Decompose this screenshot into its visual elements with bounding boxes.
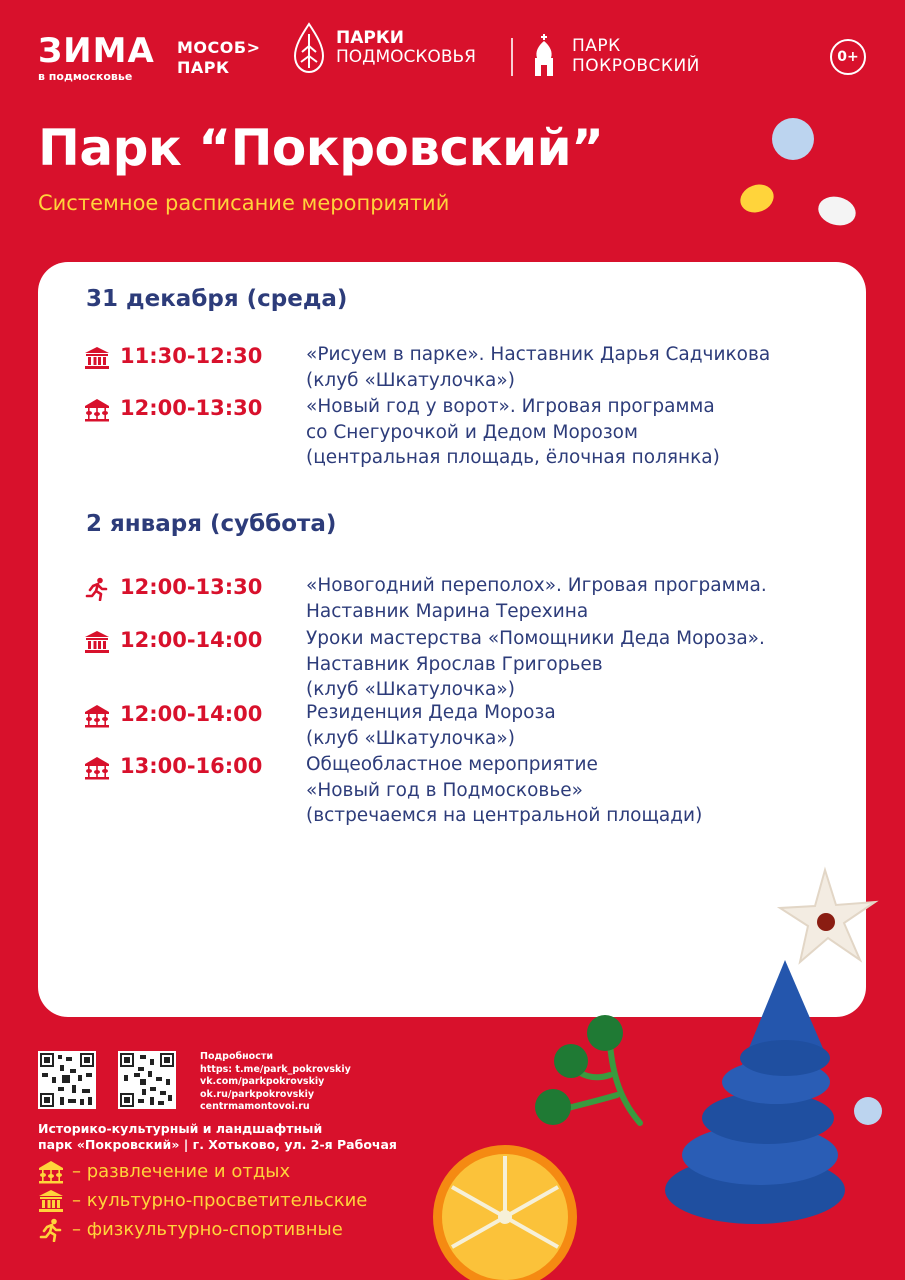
event-time: 12:00-14:00 (120, 702, 263, 726)
legend-label: – физкультурно-спортивные (72, 1219, 343, 1240)
legend-item-entertainment (38, 1160, 290, 1184)
page-subtitle: Системное расписание мероприятий (38, 191, 450, 215)
christmas-tree-decoration (660, 860, 905, 1280)
event-time: 11:30-12:30 (120, 344, 263, 368)
page-title: Парк “Покровский” (38, 119, 604, 177)
mosobpark-logo (177, 38, 260, 78)
zima-logo-subtext: в подмосковье (38, 70, 133, 83)
day-heading: 2 января (суббота) (86, 511, 337, 537)
event-time: 13:00-16:00 (120, 754, 263, 778)
links-title: Подробности (200, 1051, 273, 1062)
mosobpark-line2: ПАРК (177, 58, 230, 77)
parki-podmoskovya-logo (292, 22, 476, 74)
church-emblem-icon (528, 32, 560, 80)
event-description: Общеобластное мероприятие «Новый год в Подмосковье» (встречаемся на центральной площади) (306, 754, 703, 826)
parki-line1: ПАРКИ (336, 28, 404, 48)
carousel-icon (84, 756, 110, 780)
event-time: 12:00-14:00 (120, 628, 263, 652)
parki-line2: ПОДМОСКОВЬЯ (336, 47, 476, 67)
runner-icon (84, 577, 110, 601)
link-ok[interactable]: ok.ru/parkpokrovskiy (200, 1088, 315, 1100)
zima-logo (38, 31, 155, 83)
orange-slice-decoration (430, 1142, 580, 1280)
leaf-emblem-icon (292, 22, 326, 74)
event-description: «Новый год у ворот». Игровая программа со Снегурочкой и Дедом Морозом (центральная площадь, ёлочная полянка) (306, 396, 720, 468)
link-telegram[interactable]: https: t.me/park_pokrovskiy (200, 1063, 351, 1075)
confetti-white-dot (815, 193, 859, 230)
runner-icon (38, 1218, 64, 1242)
event-time: 12:00-13:30 (120, 575, 263, 599)
legend-item-cultural (38, 1189, 367, 1213)
qr-code-telegram (38, 1051, 96, 1109)
mosobpark-line1: МОСОБ> (177, 38, 261, 57)
confetti-yellow-dot (736, 180, 777, 217)
day-heading: 31 декабря (среда) (86, 286, 348, 312)
carousel-icon (84, 704, 110, 728)
event-description: Уроки мастерства «Помощники Деда Мороза». Наставник Ярослав Григорьев (клуб «Шкатулочка») (306, 628, 765, 700)
link-vk[interactable]: vk.com/parkpokrovskiy (200, 1076, 325, 1087)
museum-icon (38, 1189, 64, 1213)
park-line1: ПАРК (572, 36, 621, 56)
carousel-icon (84, 398, 110, 422)
legend-label: – развлечение и отдых (72, 1161, 291, 1182)
park-pokrovskiy-logo (528, 32, 700, 80)
museum-icon (84, 346, 110, 370)
event-description: «Новогодний переполох». Игровая программа. Наставник Марина Терехина (306, 575, 767, 622)
berry-branch-decoration (525, 1005, 655, 1135)
links-block (200, 1051, 351, 1114)
event-time: 12:00-13:30 (120, 396, 263, 420)
confetti-blue-dot (772, 118, 814, 160)
museum-icon (84, 630, 110, 654)
header-divider (511, 38, 513, 76)
legend-label: – культурно-просветительские (72, 1190, 368, 1211)
event-description: Резиденция Деда Мороза (клуб «Шкатулочка») (306, 702, 556, 749)
park-line2: ПОКРОВСКИЙ (572, 56, 700, 76)
age-rating-badge: 0+ (830, 39, 866, 75)
legend-item-sports (38, 1218, 343, 1242)
carousel-icon (38, 1160, 64, 1184)
zima-logo-text: ЗИМА (38, 31, 155, 71)
qr-code-vk (118, 1051, 176, 1109)
park-address: Историко-культурный и ландшафтный парк «Покровский» | г. Хотьково, ул. 2-я Рабочая (38, 1121, 397, 1152)
link-website[interactable]: centrmamontovoi.ru (200, 1101, 310, 1112)
event-description: «Рисуем в парке». Наставник Дарья Садчикова (клуб «Шкатулочка») (306, 344, 771, 391)
